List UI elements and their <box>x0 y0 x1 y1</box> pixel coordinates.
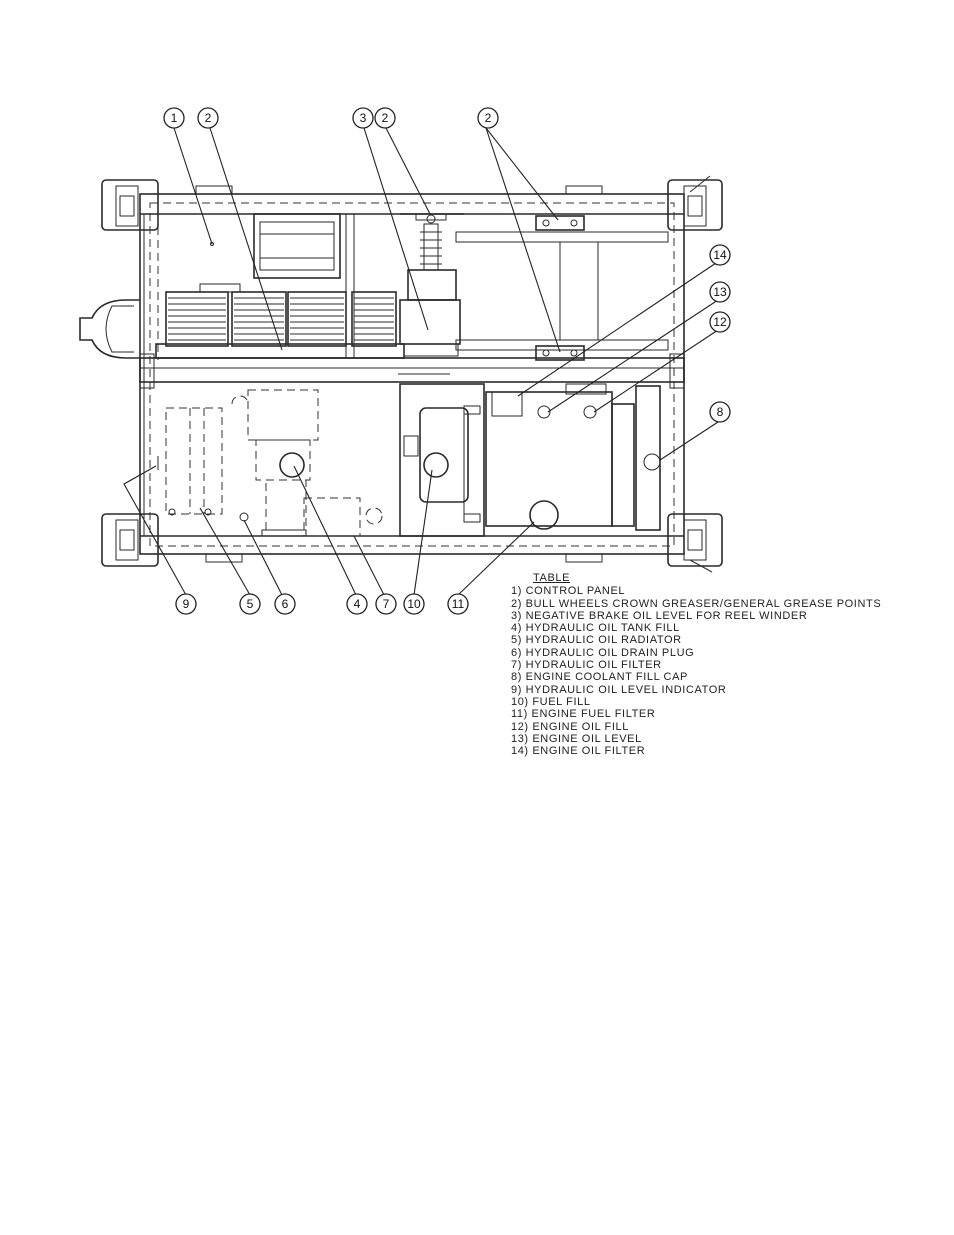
svg-text:4: 4 <box>353 597 361 611</box>
callout-13 <box>710 282 730 302</box>
legend-item: 4) HYDRAULIC OIL TANK FILL <box>511 622 680 635</box>
upper-right-shafts <box>456 216 668 360</box>
callout-5 <box>240 594 260 614</box>
svg-text:2: 2 <box>381 111 389 125</box>
fuel-tank <box>400 384 484 536</box>
svg-text:12: 12 <box>713 315 727 329</box>
callout-11 <box>448 594 468 614</box>
svg-text:2: 2 <box>484 111 492 125</box>
hydraulic-radiator <box>158 408 248 521</box>
svg-text:7: 7 <box>382 597 390 611</box>
svg-text:1: 1 <box>170 111 178 125</box>
parts-legend <box>511 572 881 757</box>
corner-mount-top-right <box>668 176 722 230</box>
legend-item: 7) HYDRAULIC OIL FILTER <box>511 659 662 672</box>
legend-item: 6) HYDRAULIC OIL DRAIN PLUG <box>511 646 695 659</box>
callout-10 <box>404 594 424 614</box>
legend-item: 2) BULL WHEELS CROWN GREASER/GENERAL GREASE POINTS <box>511 597 882 610</box>
callout-3 <box>353 108 373 128</box>
bull-wheel <box>80 300 140 358</box>
legend-item: 1) CONTROL PANEL <box>511 585 626 598</box>
callout-12 <box>710 312 730 332</box>
leader-lines <box>124 128 718 595</box>
callout-2-left <box>198 108 218 128</box>
legend-item: 12) ENGINE OIL FILL <box>511 720 629 733</box>
callout-1 <box>164 108 184 128</box>
callout-7 <box>376 594 396 614</box>
callout-8 <box>710 402 730 422</box>
callout-2-right <box>478 108 498 128</box>
legend-item: 5) HYDRAULIC OIL RADIATOR <box>511 634 682 647</box>
svg-text:11: 11 <box>451 597 465 611</box>
legend-item: 3) NEGATIVE BRAKE OIL LEVEL FOR REEL WINDER <box>511 609 808 622</box>
legend-item: 9) HYDRAULIC OIL LEVEL INDICATOR <box>511 683 727 696</box>
callout-6 <box>275 594 295 614</box>
legend-item: 8) ENGINE COOLANT FILL CAP <box>511 671 688 684</box>
svg-text:13: 13 <box>713 285 727 299</box>
legend-item: 10) FUEL FILL <box>511 695 591 708</box>
callout-9 <box>176 594 196 614</box>
svg-text:2: 2 <box>204 111 212 125</box>
svg-text:14: 14 <box>713 248 727 262</box>
svg-text:9: 9 <box>182 597 190 611</box>
reel-winder-brake <box>400 214 464 356</box>
svg-text:5: 5 <box>246 597 254 611</box>
corner-mount-bottom-right <box>668 514 722 572</box>
callout-4 <box>347 594 367 614</box>
legend-title: TABLE <box>533 572 571 584</box>
legend-item: 14) ENGINE OIL FILTER <box>511 745 646 758</box>
callout-2-center <box>375 108 395 128</box>
legend-item: 11) ENGINE FUEL FILTER <box>511 708 656 721</box>
callout-14 <box>710 245 730 265</box>
legend-item: 13) ENGINE OIL LEVEL <box>511 732 642 745</box>
reel-coils <box>156 284 404 358</box>
svg-text:10: 10 <box>407 597 421 611</box>
svg-text:8: 8 <box>716 405 724 419</box>
svg-text:3: 3 <box>359 111 367 125</box>
engine <box>486 384 660 530</box>
cross-beam <box>140 354 684 388</box>
svg-text:6: 6 <box>281 597 289 611</box>
